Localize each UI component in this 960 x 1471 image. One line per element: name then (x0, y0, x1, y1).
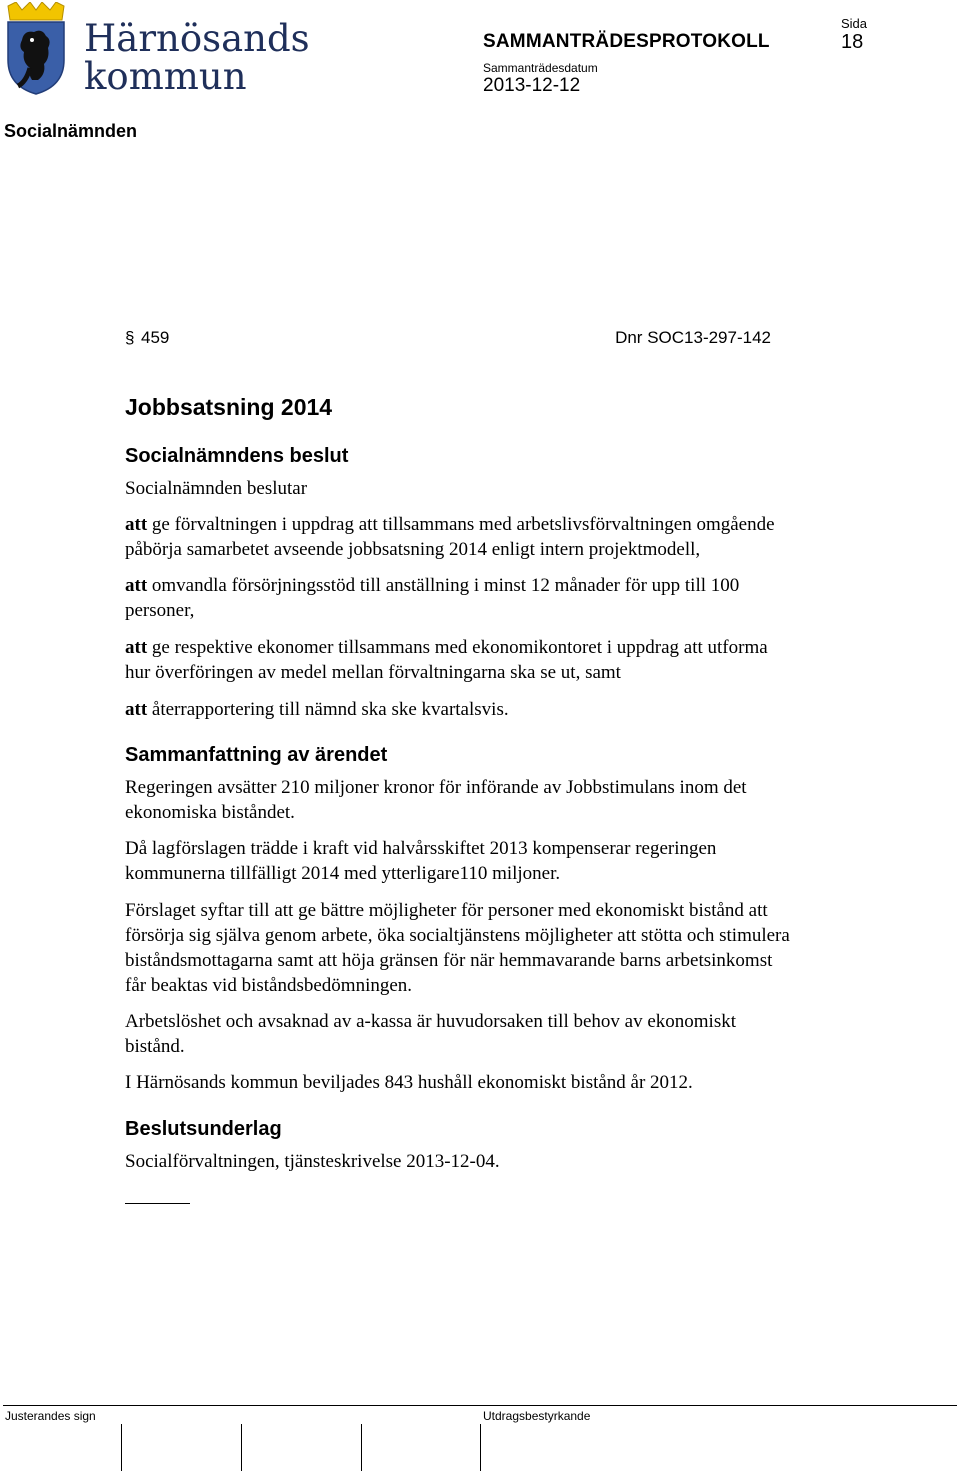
summary-paragraph (125, 898, 905, 998)
summary-line: Arbetslöshet och avsaknad av a-kassa är huvudorsaken till behov av ekonomiskt (125, 1011, 737, 1032)
municipality-logo (4, 2, 310, 102)
summary-paragraph (125, 775, 905, 825)
att-keyword: att (125, 699, 148, 720)
signature-box-divider (480, 1424, 481, 1471)
summary-line: bistånd. (125, 1036, 185, 1057)
end-divider (125, 1203, 190, 1204)
decision-item (125, 635, 905, 685)
summary-line: får beaktas vid biståndsbedömningen. (125, 975, 413, 996)
summary-line: försörja sig själva genom arbete, öka socialtjänstens möjligheter att stötta och stimulera (125, 925, 790, 946)
extract-label: Utdragsbestyrkande (483, 1409, 591, 1423)
signature-footer (3, 1405, 957, 1471)
logo-wordmark-line1: Härnösands (84, 17, 310, 60)
summary-paragraph (125, 1070, 905, 1095)
att-keyword: att (125, 514, 148, 535)
basis-heading: Beslutsunderlag (125, 1118, 282, 1140)
decision-intro: Socialnämnden beslutar (125, 478, 308, 499)
decision-item-text: återrapportering till nämnd ska ske kvartalsvis. (147, 699, 509, 720)
coat-of-arms-icon (4, 2, 68, 96)
paragraph-symbol: § (125, 328, 135, 347)
summary-line: Förslaget syftar till att ge bättre möjligheter för personer med ekonomiskt bistånd att (125, 900, 768, 921)
logo-wordmark-line2: kommun (84, 55, 247, 98)
decision-item-text: personer, (125, 600, 195, 621)
summary-line: Regeringen avsätter 210 miljoner kronor för införande av Jobbstimulans inom det (125, 777, 747, 798)
summary-line: biståndsmottagarna samt att höja gränsen för när hemmavarande barns arbetsinkomst (125, 950, 773, 971)
summary-paragraph (125, 836, 905, 886)
signature-box-divider (361, 1424, 362, 1471)
document-type: SAMMANTRÄDESPROTOKOLL (483, 31, 770, 52)
signer-label: Justerandes sign (5, 1409, 96, 1423)
page-title: Jobbsatsning 2014 (125, 394, 333, 420)
summary-paragraph (125, 1009, 905, 1059)
decision-item-text: hur överföringen av medel mellan förvaltningarna ska se ut, samt (125, 662, 621, 683)
diary-number: Dnr SOC13-297-142 (615, 328, 771, 347)
signature-box-divider (121, 1424, 122, 1471)
page-label: Sida (841, 16, 868, 31)
summary-line: ekonomiska biståndet. (125, 802, 295, 823)
summary-line: Då lagförslagen trädde i kraft vid halvårsskiftet 2013 kompenserar regeringen (125, 838, 717, 859)
summary-line: I Härnösands kommun beviljades 843 hushåll ekonomiskt bistånd år 2012. (125, 1072, 693, 1093)
att-keyword: att (125, 637, 148, 658)
basis-text: Socialförvaltningen, tjänsteskrivelse 2013-12-04. (125, 1151, 500, 1172)
signature-box-divider (241, 1424, 242, 1471)
summary-heading: Sammanfattning av ärendet (125, 744, 388, 766)
att-keyword: att (125, 575, 148, 596)
decision-item-text: ge förvaltningen i uppdrag att tillsammans med arbetslivsförvaltningen omgående (147, 514, 775, 535)
page-number: 18 (841, 31, 864, 53)
decision-heading: Socialnämndens beslut (125, 445, 349, 467)
decision-item-text: ge respektive ekonomer tillsammans med ekonomikontoret i uppdrag att utforma (147, 637, 768, 658)
summary-line: kommunerna tillfälligt 2014 med ytterligare110 miljoner. (125, 863, 561, 884)
decision-item-text: omvandla försörjningsstöd till anställning i minst 12 månader för upp till 100 (147, 575, 740, 596)
committee-name: Socialnämnden (4, 121, 138, 141)
paragraph-number: 459 (141, 328, 170, 347)
paragraph-reference (125, 327, 771, 349)
decision-item (125, 697, 905, 722)
decision-item-text: påbörja samarbetet avseende jobbsatsning 2014 enligt intern projektmodell, (125, 539, 701, 560)
decision-item (125, 512, 905, 562)
meeting-date: 2013-12-12 (483, 75, 581, 96)
decision-item (125, 573, 905, 623)
meeting-date-label: Sammanträdesdatum (483, 61, 598, 75)
